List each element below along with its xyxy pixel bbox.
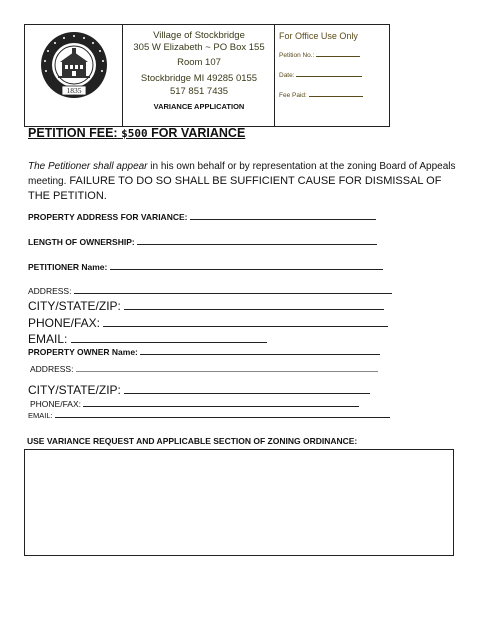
- street-address: 305 W Elizabeth ~ PO Box 155: [133, 41, 265, 53]
- property-address-row: [28, 212, 376, 222]
- phone-fax-field[interactable]: [103, 326, 388, 327]
- city-state-zip-row: [28, 299, 384, 313]
- email-label: EMAIL:: [28, 332, 68, 346]
- owner-phone-field[interactable]: [83, 406, 359, 407]
- date-label: Date:: [279, 72, 295, 79]
- length-ownership-row: [28, 237, 377, 247]
- fee-suffix: FOR VARIANCE: [151, 126, 246, 140]
- header-box: [24, 24, 390, 127]
- property-address-field[interactable]: [190, 219, 376, 220]
- owner-email-field[interactable]: [55, 417, 390, 418]
- office-use-section: [279, 31, 363, 99]
- fee-paid-field[interactable]: [309, 90, 363, 97]
- appearance-notice: [28, 160, 458, 204]
- address-field[interactable]: [74, 293, 392, 294]
- notice-text: in his own behalf or by representation at the zoning Board of Appeals meeting.: [28, 161, 456, 187]
- owner-address-field[interactable]: [76, 371, 378, 372]
- form-title: VARIANCE APPLICATION: [153, 101, 245, 111]
- notice-italic: The Petitioner shall appear: [28, 161, 148, 172]
- address-label: ADDRESS:: [28, 286, 72, 296]
- length-ownership-field[interactable]: [137, 244, 377, 245]
- variance-request-heading: USE VARIANCE REQUEST AND APPLICABLE SECTION OF ZONING ORDINANCE:: [27, 436, 358, 446]
- phone-fax-label: PHONE/FAX:: [28, 316, 101, 330]
- owner-city-field[interactable]: [124, 393, 370, 394]
- phone-fax-row: [28, 316, 388, 330]
- city-state-zip-label: CITY/STATE/ZIP:: [28, 299, 121, 313]
- owner-phone-label: PHONE/FAX:: [30, 399, 82, 409]
- city-address: Stockbridge MI 49285 0155: [140, 72, 258, 84]
- petition-no-label: Petition No.:: [279, 52, 315, 59]
- seal-year: 1835: [66, 86, 82, 95]
- fee-amount: $500: [121, 127, 148, 140]
- village-address: [123, 25, 275, 110]
- property-address-label: PROPERTY ADDRESS FOR VARIANCE:: [28, 212, 188, 222]
- email-field[interactable]: [71, 342, 267, 343]
- variance-request-textarea[interactable]: [24, 449, 454, 556]
- owner-address-row: [30, 364, 378, 374]
- email-row: [28, 332, 267, 346]
- owner-email-row: [28, 411, 390, 420]
- owner-name-field[interactable]: [140, 354, 380, 355]
- office-use-title: For Office Use Only: [279, 31, 358, 41]
- petitioner-name-field[interactable]: [110, 269, 383, 270]
- fee-prefix: PETITION FEE:: [28, 126, 118, 140]
- owner-name-row: [28, 347, 380, 357]
- city-state-zip-field[interactable]: [124, 309, 384, 310]
- owner-address-label: ADDRESS:: [30, 364, 74, 374]
- petition-fee-heading: [28, 126, 245, 140]
- date-field[interactable]: [296, 70, 362, 77]
- village-name: Village of Stockbridge: [153, 30, 245, 41]
- petitioner-name-row: [28, 262, 383, 272]
- owner-city-label: CITY/STATE/ZIP:: [28, 383, 121, 397]
- petition-no-field[interactable]: [316, 50, 360, 57]
- fee-paid-label: Fee Paid:: [279, 92, 307, 99]
- notice-warning: FAILURE TO DO SO SHALL BE SUFFICIENT CAUSE FOR DISMISSAL OF THE PETITION.: [28, 175, 442, 202]
- village-seal-logo: [40, 31, 108, 99]
- petitioner-name-label: PETITIONER Name:: [28, 262, 108, 272]
- room-number: Room 107: [177, 57, 221, 68]
- owner-name-label: PROPERTY OWNER Name:: [28, 347, 138, 357]
- owner-phone-row: [30, 399, 359, 409]
- owner-city-row: [28, 383, 370, 397]
- owner-email-label: EMAIL:: [28, 411, 53, 420]
- length-ownership-label: LENGTH OF OWNERSHIP:: [28, 237, 135, 247]
- address-row: [28, 286, 392, 296]
- phone-number: 517 851 7435: [169, 86, 229, 97]
